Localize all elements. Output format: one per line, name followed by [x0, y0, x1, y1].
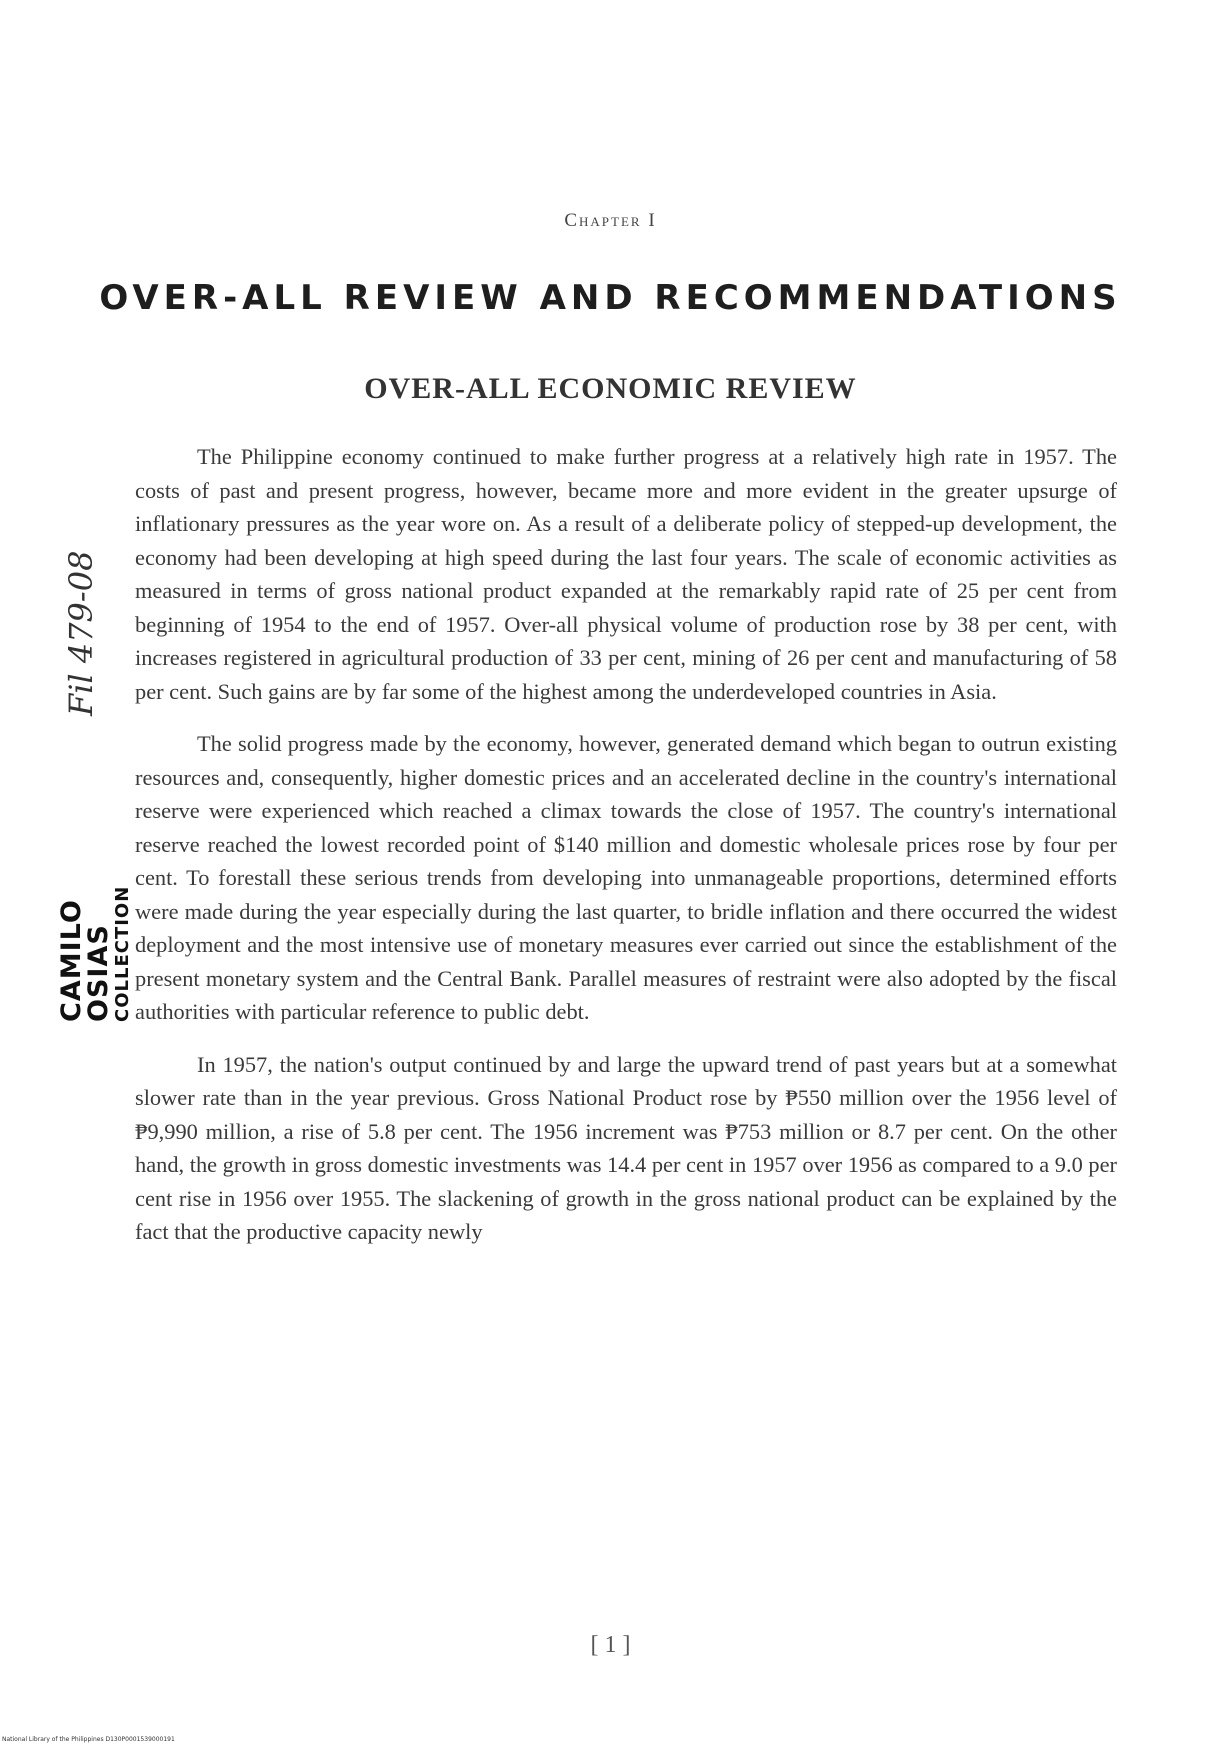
page-title: OVER-ALL REVIEW AND RECOMMENDATIONS — [99, 278, 1122, 318]
paragraph-1: The Philippine economy continued to make further progress at a relatively high rate in 1957. The costs of past and present progress, however, became more and more evident in the greater upsurge of inflationary pressures as the year wore on. As a result of a deliberate policy of stepped-up development, the economy had been developing at high speed during the last four years. The scale of economic activities as measured in terms of gross national product expanded at the remarkably rapid rate of 25 per cent from beginning of 1954 to the end of 1957. Over-all physical volume of production rose by 38 per cent, with increases registered in agricultural production of 33 per cent, mining of 26 per cent and manufacturing of 58 per cent. Such gains are by far some of the highest among the underdeveloped countries in Asia. — [135, 444, 1117, 704]
collection-stamp — [58, 822, 148, 1022]
section-title: OVER-ALL ECONOMIC REVIEW — [364, 372, 857, 405]
page-number: [ 1 ] — [590, 1632, 631, 1658]
chapter-label: Chapter I — [564, 210, 657, 231]
paragraph-3: In 1957, the nation's output continued by and large the upward trend of past years but at a somewhat slower rate than in the year previous. Gross National Product rose by ₱550 million over the 1956 level of ₱9,990 million, a rise of 5.8 per cent. The 1956 increment was ₱753 million or 8.7 per cent. On the other hand, the growth in gross domestic investments was 14.4 per cent in 1957 over 1956 as compared to a 9.0 per cent rise in 1956 over 1955. The slackening of growth in the gross national product can be explained by the fact that the productive capacity newly — [135, 1051, 1117, 1244]
paragraph-2: The solid progress made by the economy, however, generated demand which began to outrun existing resources and, consequently, higher domestic prices and an accelerated decline in the country's international reserve were experienced which reached a climax towards the close of 1957. The country's international reserve reached the lowest recorded point of $140 million and domestic wholesale prices rose by four per cent. To forestall these serious trends from developing into unmanageable proportions, determined efforts were made during the year especially during the last quarter, to bridle inflation and there occurred the widest deployment and the most intensive use of monetary measures ever carried out since the establishment of the present monetary system and the Central Bank. Parallel measures of restraint were also adopted by the fiscal authorities with particular reference to public debt. — [135, 731, 1117, 1024]
footer-note: National Library of the Philippines D130P0001539000191 — [2, 1736, 175, 1743]
stamp-name: CAMILO OSIAS — [56, 899, 114, 1022]
handwritten-call-number: Fil 479-08 — [62, 550, 100, 716]
body-text — [135, 440, 1117, 1268]
stamp-collection: COLLECTION — [112, 885, 133, 1022]
